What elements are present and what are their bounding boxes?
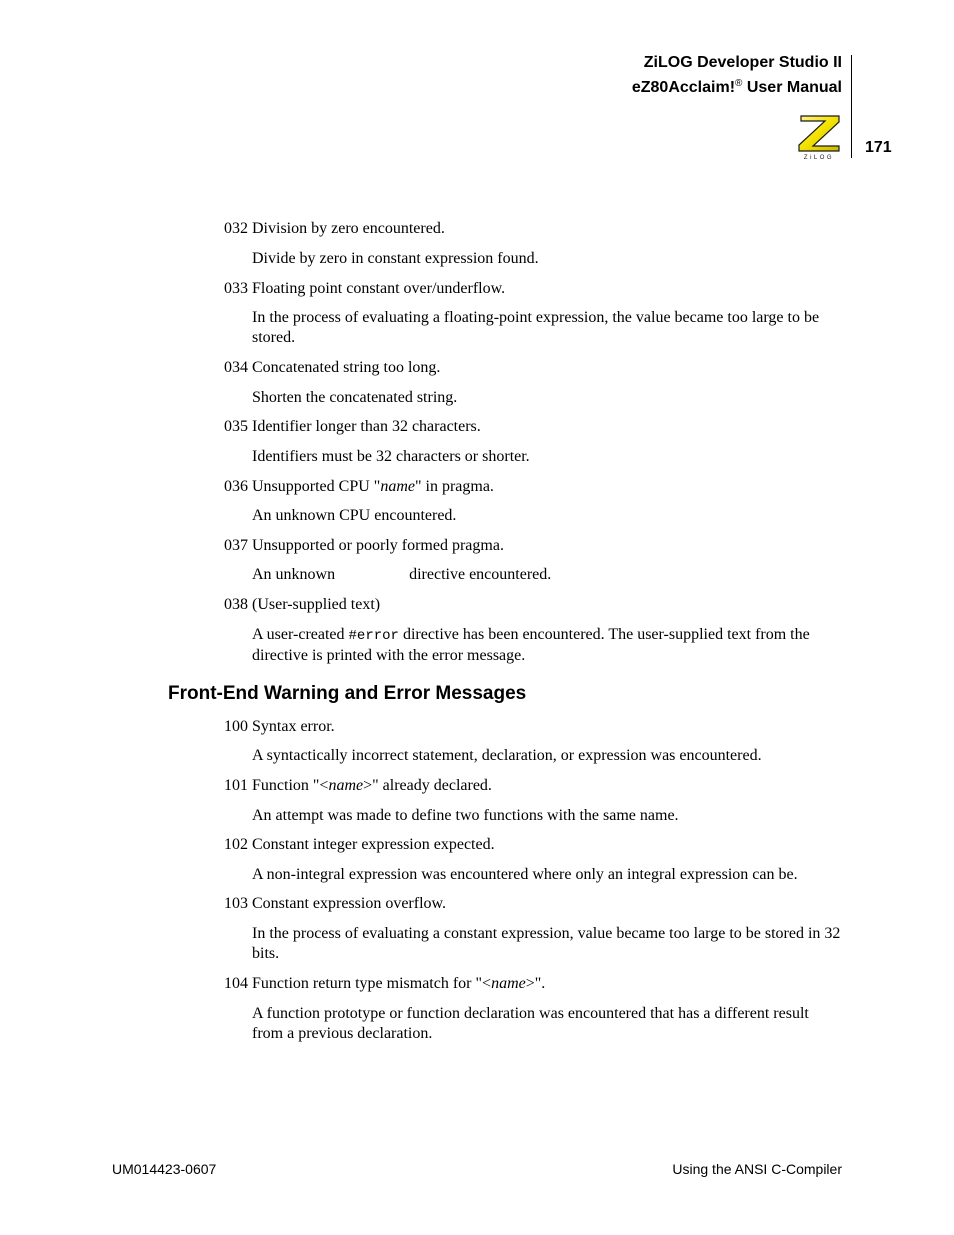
msg104-name-placeholder: name <box>491 975 526 992</box>
msg036-name-placeholder: name <box>380 478 415 495</box>
logo-wordmark: ZiLOG <box>803 155 835 161</box>
error-message-104 <box>224 974 545 994</box>
error-description-037 <box>252 565 842 585</box>
msg038-desc-start: A user-created <box>252 626 349 643</box>
header-vertical-rule <box>851 55 852 158</box>
error-description-038 <box>252 625 842 666</box>
header-title-line1: ZiLOG Developer Studio II <box>643 54 842 71</box>
error-message-101 <box>224 776 492 796</box>
msg104-suffix: >". <box>525 975 546 992</box>
registered-mark: ® <box>735 78 743 89</box>
zilog-logo-icon <box>795 113 843 161</box>
msg101-name-placeholder: name <box>328 777 364 794</box>
error-description-101: An attempt was made to define two functions with the same name. <box>252 807 679 824</box>
msg038-desc-end: directive has been encountered. The user-supplied text from the directive is printed with the error message. <box>252 626 810 664</box>
footer-document-id: UM014423-0607 <box>112 1161 217 1177</box>
msg037-desc-start: An unknown <box>252 566 336 583</box>
error-message-037: 037 Unsupported or poorly formed pragma. <box>224 537 504 554</box>
error-description-103: In the process of evaluating a constant expression, value became too large to be stored in 32 bits. <box>252 925 841 962</box>
error-description-036: An unknown CPU encountered. <box>252 507 457 524</box>
error-message-032: 032 Division by zero encountered. <box>224 220 445 237</box>
msg104-prefix: 104 Function return type mismatch for "< <box>224 975 492 992</box>
msg037-desc-end: directive encountered. <box>409 566 552 583</box>
error-description-032: Divide by zero in constant expression found. <box>252 250 539 267</box>
error-message-038: 038 (User-supplied text) <box>224 596 381 613</box>
error-description-034: Shorten the concatenated string. <box>252 389 458 406</box>
header-product-name: eZ80Acclaim! <box>631 79 736 96</box>
header-title-line2 <box>632 73 842 98</box>
error-message-102: 102 Constant integer expression expected. <box>224 836 495 853</box>
error-message-034: 034 Concatenated string too long. <box>224 359 441 376</box>
error-message-103: 103 Constant expression overflow. <box>224 895 447 912</box>
error-description-102: A non-integral expression was encountered where only an integral expression can be. <box>252 866 798 883</box>
document-header-title <box>632 52 842 98</box>
section-heading: Front-End Warning and Error Messages <box>168 683 527 704</box>
footer-chapter-title: Using the ANSI C-Compiler <box>672 1161 842 1177</box>
error-description-035: Identifiers must be 32 characters or shorter. <box>252 448 530 465</box>
error-message-100: 100 Syntax error. <box>224 718 335 735</box>
error-message-036 <box>224 477 494 497</box>
error-description-104: A function prototype or function declaration was encountered that has a different result from a previous declaration. <box>252 1005 809 1042</box>
page-number: 171 <box>865 139 892 156</box>
error-directive-code: #error <box>348 628 399 644</box>
msg101-prefix: 101 Function "< <box>224 777 329 794</box>
msg036-prefix: 036 Unsupported CPU " <box>224 478 381 495</box>
header-manual-label: User Manual <box>742 79 842 96</box>
error-description-100: A syntactically incorrect statement, declaration, or expression was encountered. <box>252 747 762 764</box>
error-message-033: 033 Floating point constant over/underflow. <box>224 280 506 297</box>
error-message-035: 035 Identifier longer than 32 characters. <box>224 418 481 435</box>
msg036-suffix: " in pragma. <box>414 478 494 495</box>
msg101-suffix: >" already declared. <box>363 777 492 794</box>
error-description-033: In the process of evaluating a floating-point expression, the value became too large to be stored. <box>252 309 820 346</box>
